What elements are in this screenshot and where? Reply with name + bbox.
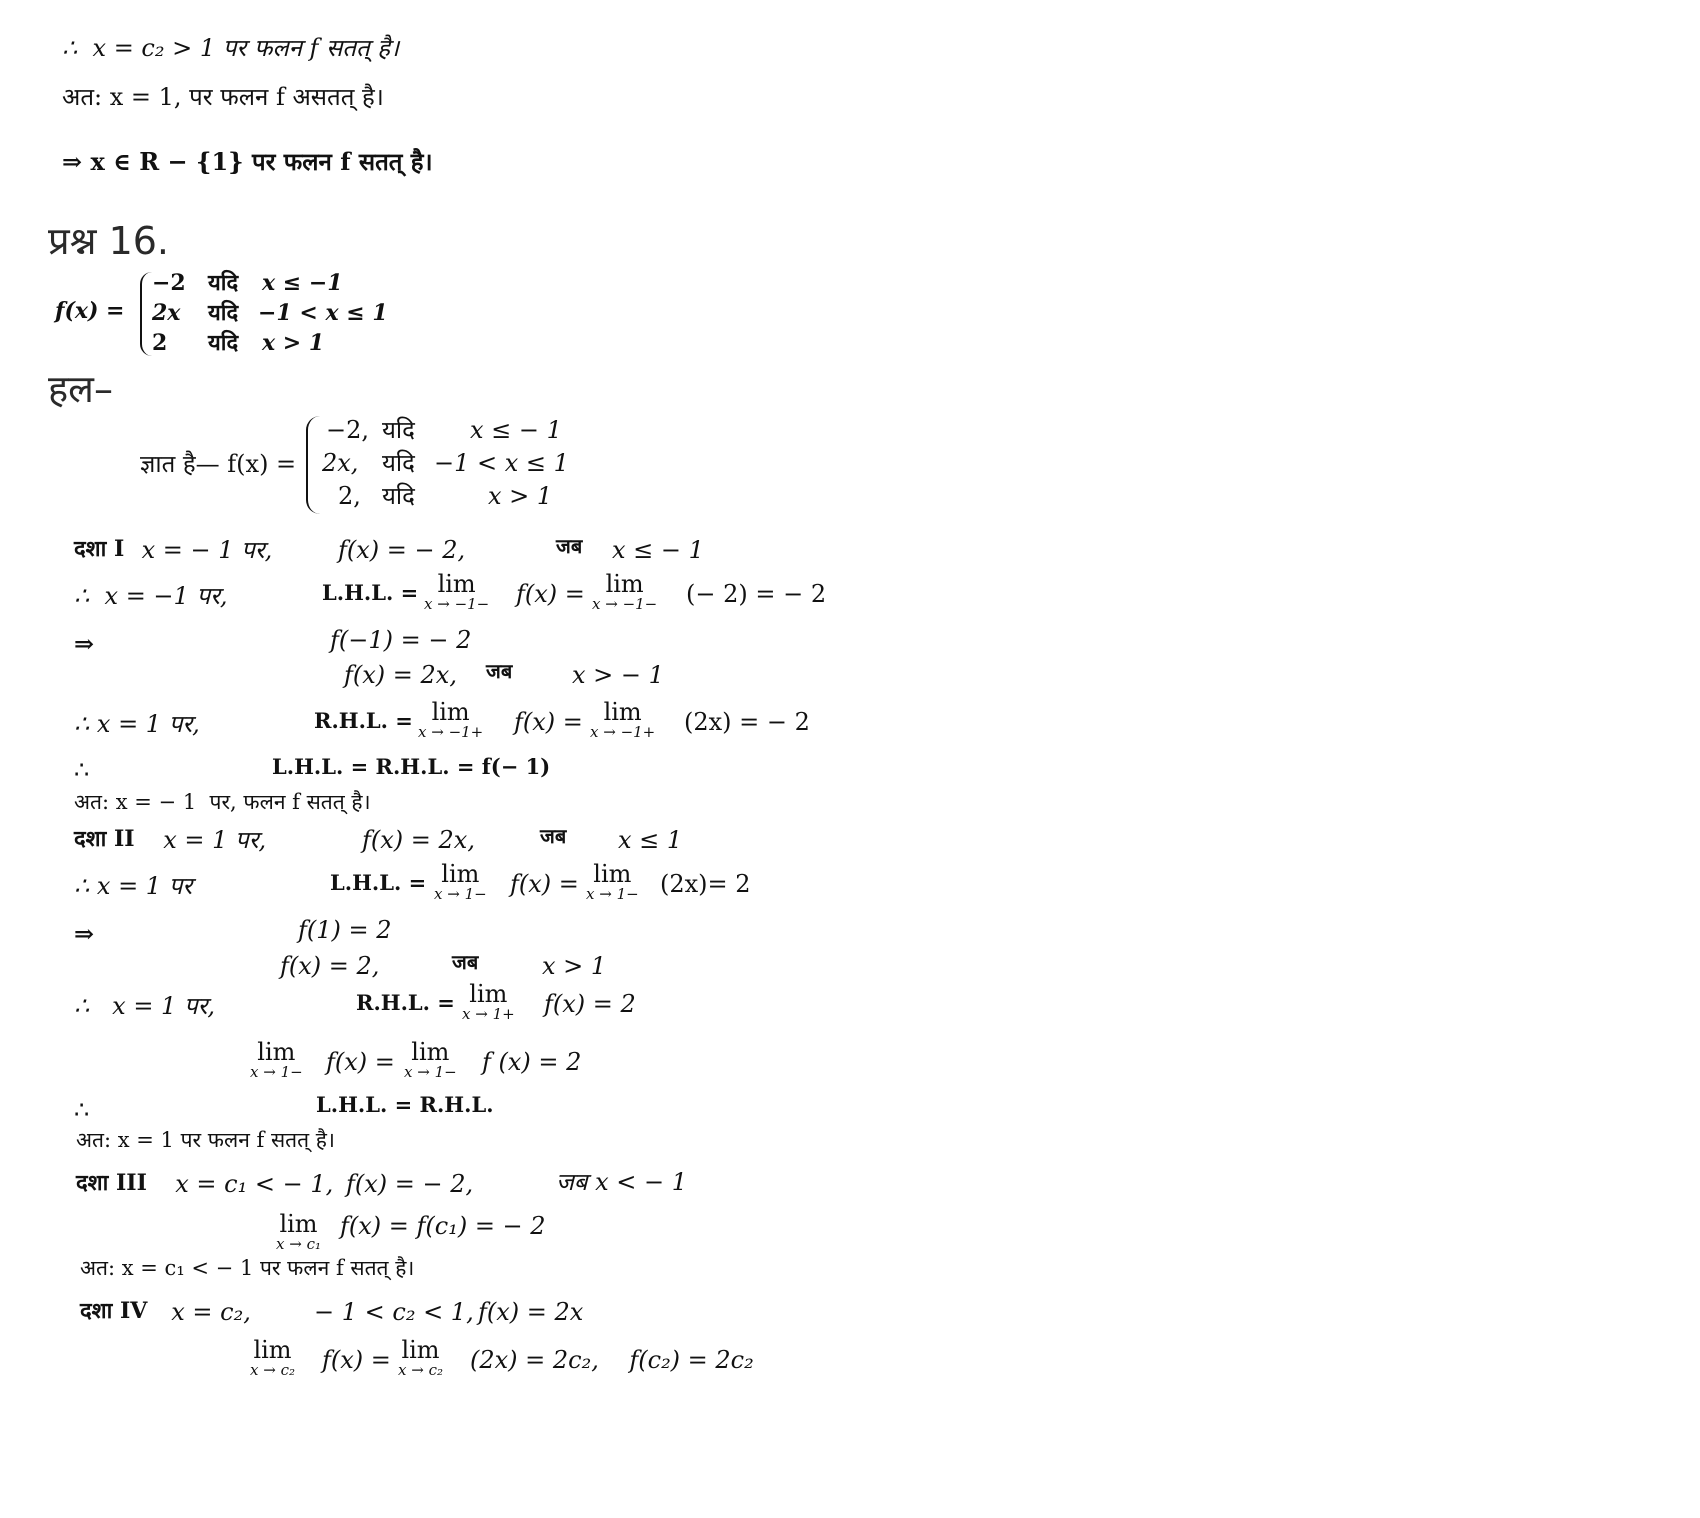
case-condition: x > 1 [262,330,325,356]
conclusion: अत: x = c₁ < − 1 पर फलन f सतत् है। [80,1256,415,1280]
therefore-symbol: ∴ [74,756,90,784]
limit-operator: lim x → c₂ [398,1336,443,1379]
case-heading: दशा I [74,536,125,562]
case-heading: दशा III [76,1170,147,1196]
case-word: यदि [382,416,415,444]
limit-operator: lim x → −1− [424,570,490,613]
limit-operator: lim x → c₁ [276,1210,321,1253]
left-brace [140,272,152,356]
case-heading: दशा IV [80,1298,148,1324]
text-line: ⇒ x ∈ R − {1} पर फलन f सतत् है। [62,147,433,176]
case-heading-rest: x = c₂, [156,1298,251,1326]
case-condition: x > 1 [488,482,553,510]
case-value: 2, [338,482,361,510]
expression: f(−1) = − 2 [330,626,472,654]
case-value: 2 [152,330,168,356]
text-line: ∴ x = 1 पर, [74,992,216,1020]
conclusion: अत: x = − 1 पर, फलन f सतत् है। [74,790,371,814]
text-line: ∴ x = 1 पर [74,872,193,900]
lhl-label: L.H.L. = [322,580,419,605]
equality: L.H.L. = R.H.L. = f(− 1) [272,754,551,779]
expression: f(x) = [322,1346,391,1374]
case-condition: x ≤ −1 [262,270,343,296]
case-value: −2, [326,416,370,444]
limit-operator: lim x → −1+ [590,698,656,741]
case-condition: −1 < x ≤ 1 [434,449,569,477]
function-value: f(x) = 2x [478,1298,584,1326]
condition: जब x < − 1 [556,1168,688,1196]
case-value: −2 [152,270,186,296]
limit-operator: lim x → 1− [404,1038,457,1081]
function-value: f(x) = 2, [280,952,380,980]
function-value: f(x) = − 2, [346,1170,474,1198]
function-value: f(x) = 2x, [344,661,457,689]
therefore-symbol: ∴ [74,1096,90,1124]
limit-operator: lim x → c₂ [250,1336,295,1379]
limit-operator: lim x → 1− [434,860,487,903]
lhl-label: L.H.L. = [330,870,427,895]
equality: L.H.L. = R.H.L. [316,1092,494,1117]
when-word: जब [556,534,583,558]
implies-symbol: ⇒ [74,919,95,948]
left-brace [306,416,320,514]
case-heading: दशा II [74,826,135,852]
expression: (− 2) = − 2 [686,580,827,608]
when-word: जब [486,659,513,683]
limit-operator: lim x → 1+ [462,980,515,1023]
expression: f(x) = f(c₁) = − 2 [340,1212,546,1240]
solution-title: हल– [48,367,113,411]
case-value: 2x [152,300,181,326]
function-value: f(x) = 2x, [362,826,475,854]
given-label: ज्ञात है— f(x) = [140,450,297,478]
case-word: यदि [208,300,239,326]
when-word: जब [540,824,567,848]
case-condition: x ≤ − 1 [470,416,562,444]
text-line: अत: x = 1, पर फलन f असतत् है। [62,83,384,111]
implies-symbol: ⇒ [74,629,95,658]
text-line: ∴ x = 1 पर, [74,710,200,738]
expression: f(x) = [510,870,579,898]
case-heading-rest: x = 1 पर, [148,826,267,854]
case-heading-rest: x = − 1 पर, [134,536,273,564]
expression: f(x) = 2 [544,990,636,1018]
expression: f(x) = [326,1048,395,1076]
expression: f(x) = [514,708,583,736]
condition: x > − 1 [572,661,664,689]
expression: f(1) = 2 [298,916,392,944]
question-title: प्रश्न 16. [48,219,169,263]
condition: x > 1 [542,952,607,980]
limit-operator: lim x → 1− [250,1038,303,1081]
condition: x ≤ 1 [618,826,683,854]
case-heading-rest: x = c₁ < − 1, [160,1170,334,1198]
case-word: यदि [382,449,415,477]
rhl-label: R.H.L. = [356,990,455,1015]
case-condition: −1 < x ≤ 1 [258,300,388,326]
expression: (2x) = − 2 [684,708,810,736]
expression: (2x)= 2 [660,870,751,898]
case-word: यदि [382,482,415,510]
when-word: जब [452,950,479,974]
expression: f(x) = [516,580,585,608]
function-label: f(x) = [55,298,125,324]
condition: x ≤ − 1 [612,536,704,564]
limit-operator: lim x → 1− [586,860,639,903]
case-value: 2x, [322,449,359,477]
text-line: ∴ x = −1 पर, [74,582,228,610]
conclusion: अत: x = 1 पर फलन f सतत् है। [76,1128,335,1152]
expression: f (x) = 2 [482,1048,582,1076]
case-word: यदि [208,330,239,356]
case-word: यदि [208,270,239,296]
limit-operator: lim x → −1− [592,570,658,613]
function-value: f(x) = − 2, [338,536,466,564]
range: − 1 < c₂ < 1, [314,1298,474,1326]
rhl-label: R.H.L. = [314,708,413,733]
expression: (2x) = 2c₂, f(c₂) = 2c₂ [470,1346,754,1374]
limit-operator: lim x → −1+ [418,698,484,741]
text-line: ∴ x = c₂ > 1 पर फलन f सतत् है। [62,34,400,62]
